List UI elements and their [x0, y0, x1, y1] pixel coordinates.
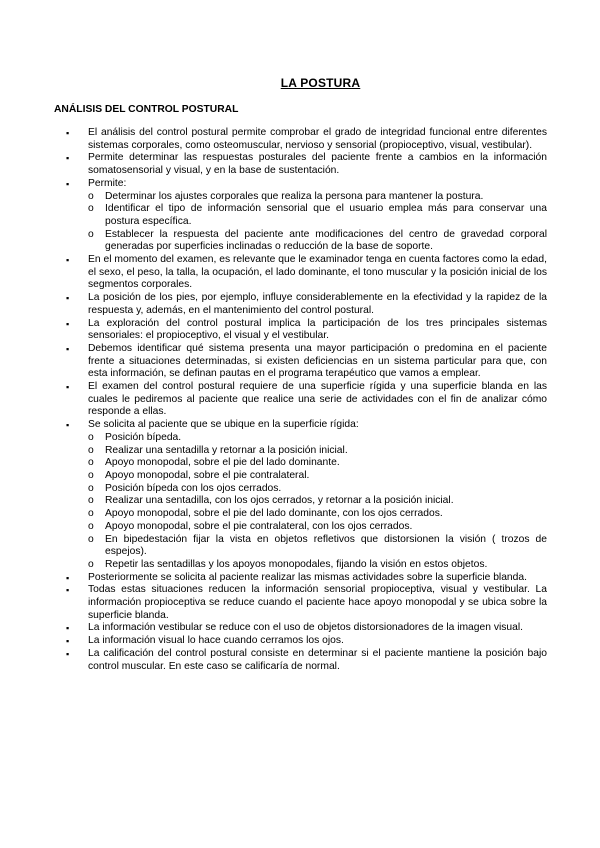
sub-list: [88, 191, 547, 255]
list-item-text: Se solicita al paciente que se ubique en la superficie rígida:: [88, 419, 359, 431]
sub-list-item-text: En bipedestación fijar la vista en objetos refletivos que distorsionen la visión ( trozos de espejos).: [105, 533, 547, 558]
sub-list-item-text: Repetir las sentadillas y los apoyos monopodales, fijando la visión en estos objetos.: [105, 558, 488, 570]
list-item: [54, 127, 547, 152]
sub-list-item-text: Posición bípeda.: [105, 431, 182, 443]
sub-list-item-text: Posición bípeda con los ojos cerrados.: [105, 482, 282, 494]
square-bullet-icon: ▪: [66, 343, 70, 354]
bullet-list: [54, 127, 547, 673]
sub-list-item-text: Realizar una sentadilla y retornar a la posición inicial.: [105, 444, 348, 456]
square-bullet-icon: ▪: [66, 382, 70, 393]
square-bullet-icon: ▪: [66, 128, 70, 138]
circle-bullet-icon: o: [88, 469, 94, 481]
square-bullet-icon: ▪: [66, 648, 70, 659]
sub-list-item: [88, 483, 547, 496]
list-item: [54, 419, 547, 571]
list-item-text: Todas estas situaciones reducen la información sensorial propioceptiva, visual y vestibular. La información propioceptiva se reduce cuando el paciente hace apoyo monopodal y se ubica sobre la superficie blanda.: [88, 584, 547, 621]
sub-list-item: [88, 229, 547, 254]
square-bullet-icon: ▪: [66, 153, 70, 164]
circle-bullet-icon: o: [88, 533, 94, 545]
list-item-text: La información visual lo hace cuando cerramos los ojos.: [88, 635, 344, 647]
circle-bullet-icon: o: [88, 482, 94, 494]
list-item-text: Debemos identificar qué sistema presenta una mayor participación o predomina en el paciente frente a situaciones determinadas, si existen deficiencias en un sistema particular para que, con esta información, se definan pautas en el programa terapéutico que vamos a emplear.: [88, 342, 547, 380]
square-bullet-icon: ▪: [66, 623, 70, 634]
list-item-text: La calificación del control postural consiste en determinar si el paciente mantiene la posición bajo control muscular. En este caso se calificaría de normal.: [88, 647, 547, 672]
sub-list-item: [88, 534, 547, 559]
circle-bullet-icon: o: [88, 444, 94, 456]
list-item: [54, 178, 547, 254]
list-item-text: Permite:: [88, 177, 127, 189]
list-item: [54, 292, 547, 317]
square-bullet-icon: ▪: [66, 572, 70, 583]
list-item: [54, 648, 547, 673]
list-item-text: Posteriormente se solicita al paciente realizar las mismas actividades sobre la superficie blanda.: [88, 571, 527, 583]
list-item: [54, 635, 547, 648]
list-item-text: El análisis del control postural permite comprobar el grado de integridad funcional entre diferentes sistemas corporales, como osteomuscular, nervioso y sensorial (propioceptivo, visual, vestibular).: [88, 127, 547, 151]
sub-list-item: [88, 470, 547, 483]
sub-list-item-text: Determinar los ajustes corporales que realiza la persona para mantener la postura.: [105, 190, 484, 202]
list-item: [54, 343, 547, 381]
circle-bullet-icon: o: [88, 495, 94, 507]
list-item: [54, 254, 547, 292]
sub-list-item-text: Realizar una sentadilla, con los ojos cerrados, y retornar a la posición inicial.: [105, 495, 454, 507]
list-item-text: La información vestibular se reduce con el uso de objetos distorsionadores de la imagen visual.: [88, 622, 524, 634]
sub-list: [88, 432, 547, 572]
sub-list-item-text: Establecer la respuesta del paciente ante modificaciones del centro de gravedad corporal generadas por superficies inclinadas o reducción de la base de soporte.: [105, 228, 547, 253]
section-heading: ANÁLISIS DEL CONTROL POSTURAL: [54, 104, 239, 115]
circle-bullet-icon: o: [88, 558, 94, 570]
circle-bullet-icon: o: [88, 190, 94, 202]
list-item-text: La posición de los pies, por ejemplo, influye considerablemente en la efectividad y la rapidez de la respuesta y, además, en el mantenimiento del control postural.: [88, 292, 547, 316]
list-item: [54, 318, 547, 343]
page-title: LA POSTURA: [280, 76, 361, 90]
sub-list-item: [88, 559, 547, 572]
sub-list-item: [88, 508, 547, 521]
sub-list-item: [88, 203, 547, 228]
square-bullet-icon: ▪: [66, 318, 70, 329]
sub-list-item: [88, 521, 547, 534]
sub-list-item-text: Identificar el tipo de información sensorial que el usuario emplea más para conservar una postura específica.: [105, 203, 547, 227]
list-item: [54, 152, 547, 177]
circle-bullet-icon: o: [88, 228, 94, 240]
circle-bullet-icon: o: [88, 203, 94, 215]
sub-list-item-text: Apoyo monopodal, sobre el pie contralateral, con los ojos cerrados.: [105, 520, 413, 532]
square-bullet-icon: ▪: [66, 178, 70, 189]
list-item: [54, 622, 547, 635]
sub-list-item-text: Apoyo monopodal, sobre el pie del lado dominante.: [105, 457, 340, 469]
square-bullet-icon: ▪: [66, 420, 70, 431]
list-item-text: El examen del control postural requiere de una superficie rígida y una superficie blanda en las cuales le pediremos al paciente que realice una serie de actividades con el fin de analizar cómo responde a ellas.: [88, 381, 547, 418]
list-item: [54, 584, 547, 622]
square-bullet-icon: ▪: [66, 293, 70, 304]
sub-list-item-text: Apoyo monopodal, sobre el pie del lado dominante, con los ojos cerrados.: [105, 508, 443, 520]
list-item-text: La exploración del control postural implica la participación de los tres principales sistemas sensoriales: el propioceptivo, el visual y el vestibular.: [88, 317, 547, 342]
sub-list-item: [88, 191, 547, 204]
list-item-text: Permite determinar las respuestas posturales del paciente frente a cambios en la información somatosensorial y visual, y en la base de sustentación.: [88, 152, 547, 177]
list-item: [54, 572, 547, 585]
sub-list-item: [88, 457, 547, 470]
square-bullet-icon: ▪: [66, 255, 70, 266]
sub-list-item: [88, 445, 547, 458]
square-bullet-icon: ▪: [66, 636, 70, 647]
circle-bullet-icon: o: [88, 457, 94, 469]
circle-bullet-icon: o: [88, 508, 94, 520]
sub-list-item: [88, 495, 547, 508]
list-item: [54, 381, 547, 419]
square-bullet-icon: ▪: [66, 585, 70, 596]
circle-bullet-icon: o: [88, 520, 94, 532]
circle-bullet-icon: o: [88, 431, 94, 443]
sub-list-item: [88, 432, 547, 445]
list-item-text: En el momento del examen, es relevante que le examinador tenga en cuenta factores como la edad, el sexo, el peso, la talla, la ocupación, el lado dominante, el tono muscular y la posición inicial de los segmentos corporales.: [88, 254, 547, 291]
sub-list-item-text: Apoyo monopodal, sobre el pie contralateral.: [105, 469, 310, 481]
